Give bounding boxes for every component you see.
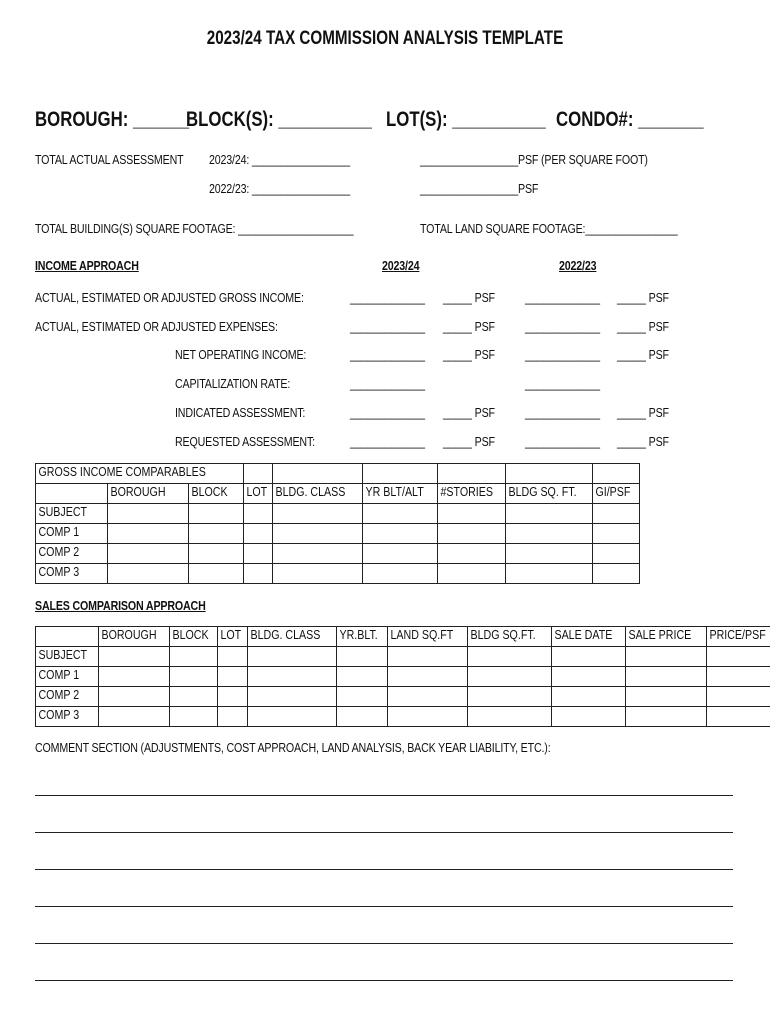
sales-table-header: YR.BLT. — [337, 627, 388, 647]
sales-input-cell[interactable] — [387, 647, 468, 667]
gross-input-cell[interactable] — [592, 564, 639, 584]
gross-input-cell[interactable] — [505, 504, 592, 524]
table-row — [36, 504, 640, 524]
gross-row-label: COMP 3 — [36, 564, 108, 584]
sales-input-cell[interactable] — [218, 707, 247, 727]
sales-input-cell[interactable] — [99, 687, 170, 707]
sales-input-cell[interactable] — [551, 687, 626, 707]
gross-input-cell[interactable] — [273, 564, 362, 584]
sales-input-cell[interactable] — [551, 667, 626, 687]
sales-input-cell[interactable] — [218, 647, 247, 667]
gross-input-cell[interactable] — [273, 524, 362, 544]
sales-input-cell[interactable] — [387, 687, 468, 707]
sales-input-cell[interactable] — [247, 667, 336, 687]
gross-input-cell[interactable] — [108, 504, 189, 524]
sales-input-cell[interactable] — [170, 707, 218, 727]
gross-table-caption-cell — [592, 464, 639, 484]
sales-input-cell[interactable] — [218, 667, 247, 687]
sales-input-cell[interactable] — [706, 687, 770, 707]
income-psf-2022[interactable]: _____ PSF — [617, 434, 669, 449]
gross-table-header: #STORIES — [437, 484, 505, 504]
income-col-2023: 2023/24 — [382, 258, 420, 273]
comment-section-label: COMMENT SECTION (ADJUSTMENTS, COST APPROACH, LAND ANALYSIS, BACK YEAR LIABILITY, ETC.): — [35, 740, 551, 755]
gross-table-header: BOROUGH — [108, 484, 189, 504]
gross-table-header: LOT — [244, 484, 273, 504]
comment-line[interactable] — [35, 869, 733, 870]
sales-input-cell[interactable] — [626, 647, 707, 667]
gross-table-caption-cell — [505, 464, 592, 484]
sales-input-cell[interactable] — [247, 707, 336, 727]
income-value-2022[interactable]: _____________ — [525, 434, 600, 449]
income-row-label: INDICATED ASSESSMENT: — [175, 405, 306, 420]
total-assessment-label: TOTAL ACTUAL ASSESSMENT — [35, 152, 184, 167]
sales-table-header: BLDG. CLASS — [247, 627, 336, 647]
gross-table-caption: GROSS INCOME COMPARABLES — [36, 464, 244, 484]
lots-field[interactable]: LOT(S): __________ — [386, 108, 546, 131]
table-row — [36, 707, 770, 727]
income-value-2023[interactable]: _____________ — [350, 319, 425, 334]
table-row — [36, 667, 770, 687]
blocks-field[interactable]: BLOCK(S): __________ — [186, 108, 372, 131]
assessment-2022-field[interactable]: 2022/23: _________________ — [209, 181, 350, 196]
assessment-2023-field[interactable]: 2023/24: _________________ — [209, 152, 350, 167]
sales-table-header: SALE DATE — [551, 627, 626, 647]
income-value-2023[interactable]: _____________ — [350, 434, 425, 449]
gross-table-caption-cell — [244, 464, 273, 484]
sales-input-cell[interactable] — [337, 667, 388, 687]
sales-input-cell[interactable] — [706, 707, 770, 727]
income-psf-2022[interactable]: _____ PSF — [617, 319, 669, 334]
psf-2022-field[interactable]: _________________PSF — [420, 181, 539, 196]
gross-input-cell[interactable] — [592, 524, 639, 544]
income-psf-2023[interactable]: _____ PSF — [443, 405, 495, 420]
sales-table-header: BLDG SQ.FT. — [468, 627, 551, 647]
sales-row-label: SUBJECT — [36, 647, 99, 667]
income-row-label: ACTUAL, ESTIMATED OR ADJUSTED GROSS INCOME: — [35, 290, 304, 305]
gross-input-cell[interactable] — [505, 564, 592, 584]
income-row-label: ACTUAL, ESTIMATED OR ADJUSTED EXPENSES: — [35, 319, 278, 334]
gross-input-cell[interactable] — [437, 544, 505, 564]
page-title: 2023/24 TAX COMMISSION ANALYSIS TEMPLATE — [206, 28, 564, 49]
gross-input-cell[interactable] — [189, 524, 244, 544]
income-value-2022[interactable]: _____________ — [525, 405, 600, 420]
sales-input-cell[interactable] — [99, 667, 170, 687]
sales-input-cell[interactable] — [218, 687, 247, 707]
gross-input-cell[interactable] — [189, 544, 244, 564]
income-value-2022[interactable]: _____________ — [525, 290, 600, 305]
sales-input-cell[interactable] — [337, 707, 388, 727]
income-value-2022[interactable]: _____________ — [525, 319, 600, 334]
sales-comparison-table — [35, 626, 770, 727]
gross-input-cell[interactable] — [362, 504, 437, 524]
table-row — [36, 564, 640, 584]
income-value-2022[interactable]: _____________ — [525, 376, 600, 391]
income-psf-2022[interactable]: _____ PSF — [617, 405, 669, 420]
gross-input-cell[interactable] — [108, 544, 189, 564]
sales-row-label: COMP 1 — [36, 667, 99, 687]
sales-input-cell[interactable] — [626, 707, 707, 727]
income-value-2023[interactable]: _____________ — [350, 405, 425, 420]
sales-table-header: SALE PRICE — [626, 627, 707, 647]
comment-line[interactable] — [35, 980, 733, 981]
income-psf-2022[interactable]: _____ PSF — [617, 290, 669, 305]
income-approach-heading: INCOME APPROACH — [35, 258, 139, 273]
income-value-2023[interactable]: _____________ — [350, 376, 425, 391]
land-sqft-field[interactable]: TOTAL LAND SQUARE FOOTAGE:________________ — [420, 221, 678, 236]
gross-input-cell[interactable] — [189, 504, 244, 524]
sales-input-cell[interactable] — [468, 647, 551, 667]
borough-field[interactable]: BOROUGH: ______ — [35, 108, 190, 131]
sales-row-label: COMP 3 — [36, 707, 99, 727]
gross-table-caption-cell — [273, 464, 362, 484]
table-row — [36, 524, 640, 544]
gross-row-label: COMP 1 — [36, 524, 108, 544]
gross-table-caption-cell — [437, 464, 505, 484]
gross-table-header: BLDG SQ. FT. — [505, 484, 592, 504]
sales-input-cell[interactable] — [170, 667, 218, 687]
sales-table-header: LAND SQ.FT — [387, 627, 468, 647]
condo-field[interactable]: CONDO#: _______ — [556, 108, 704, 131]
gross-table-header: GI/PSF — [592, 484, 639, 504]
sales-input-cell[interactable] — [247, 687, 336, 707]
gross-input-cell[interactable] — [437, 564, 505, 584]
gross-input-cell[interactable] — [505, 544, 592, 564]
comment-line[interactable] — [35, 832, 733, 833]
income-value-2023[interactable]: _____________ — [350, 347, 425, 362]
income-col-2022: 2022/23 — [559, 258, 597, 273]
sales-input-cell[interactable] — [626, 687, 707, 707]
building-sqft-field[interactable]: TOTAL BUILDING(S) SQUARE FOOTAGE: ____________________ — [35, 221, 354, 236]
gross-input-cell[interactable] — [437, 504, 505, 524]
gross-table-header: YR BLT/ALT — [362, 484, 437, 504]
sales-table-header: BLOCK — [170, 627, 218, 647]
sales-table-header: LOT — [218, 627, 247, 647]
comment-line[interactable] — [35, 795, 733, 796]
gross-table-header: BLDG. CLASS — [273, 484, 362, 504]
sales-input-cell[interactable] — [468, 707, 551, 727]
gross-input-cell[interactable] — [244, 504, 273, 524]
gross-table-caption-cell — [362, 464, 437, 484]
psf-2023-field[interactable]: _________________PSF (PER SQUARE FOOT) — [420, 152, 648, 167]
gross-input-cell[interactable] — [362, 544, 437, 564]
sales-input-cell[interactable] — [551, 707, 626, 727]
sales-input-cell[interactable] — [387, 667, 468, 687]
gross-table-header — [36, 484, 108, 504]
gross-input-cell[interactable] — [592, 504, 639, 524]
gross-input-cell[interactable] — [244, 544, 273, 564]
income-psf-2023[interactable]: _____ PSF — [443, 319, 495, 334]
gross-input-cell[interactable] — [592, 544, 639, 564]
sales-input-cell[interactable] — [387, 707, 468, 727]
sales-input-cell[interactable] — [551, 647, 626, 667]
gross-input-cell[interactable] — [505, 524, 592, 544]
gross-row-label: COMP 2 — [36, 544, 108, 564]
table-row — [36, 647, 770, 667]
sales-input-cell[interactable] — [99, 707, 170, 727]
sales-input-cell[interactable] — [468, 687, 551, 707]
gross-table-header: BLOCK — [189, 484, 244, 504]
sales-input-cell[interactable] — [337, 687, 388, 707]
comment-line[interactable] — [35, 943, 733, 944]
income-psf-2022[interactable]: _____ PSF — [617, 347, 669, 362]
income-row-label: REQUESTED ASSESSMENT: — [175, 434, 315, 449]
sales-table-header: BOROUGH — [99, 627, 170, 647]
income-row-label: NET OPERATING INCOME: — [175, 347, 307, 362]
sales-table-header — [36, 627, 99, 647]
sales-input-cell[interactable] — [99, 647, 170, 667]
income-psf-2023[interactable]: _____ PSF — [443, 434, 495, 449]
comment-line[interactable] — [35, 906, 733, 907]
sales-input-cell[interactable] — [337, 647, 388, 667]
sales-approach-heading: SALES COMPARISON APPROACH — [35, 598, 206, 613]
gross-input-cell[interactable] — [189, 564, 244, 584]
income-psf-2023[interactable]: _____ PSF — [443, 290, 495, 305]
sales-input-cell[interactable] — [626, 667, 707, 687]
income-row-label: CAPITALIZATION RATE: — [175, 376, 291, 391]
sales-row-label: COMP 2 — [36, 687, 99, 707]
income-value-2023[interactable]: _____________ — [350, 290, 425, 305]
gross-input-cell[interactable] — [244, 524, 273, 544]
table-row — [36, 687, 770, 707]
table-row — [36, 544, 640, 564]
gross-input-cell[interactable] — [362, 524, 437, 544]
sales-input-cell[interactable] — [706, 667, 770, 687]
sales-input-cell[interactable] — [706, 647, 770, 667]
gross-input-cell[interactable] — [273, 544, 362, 564]
gross-input-cell[interactable] — [108, 564, 189, 584]
sales-input-cell[interactable] — [170, 647, 218, 667]
sales-table-header: PRICE/PSF — [706, 627, 770, 647]
sales-input-cell[interactable] — [247, 647, 336, 667]
gross-row-label: SUBJECT — [36, 504, 108, 524]
gross-input-cell[interactable] — [362, 564, 437, 584]
income-psf-2023[interactable]: _____ PSF — [443, 347, 495, 362]
income-value-2022[interactable]: _____________ — [525, 347, 600, 362]
gross-input-cell[interactable] — [273, 504, 362, 524]
sales-input-cell[interactable] — [468, 667, 551, 687]
sales-input-cell[interactable] — [170, 687, 218, 707]
gross-input-cell[interactable] — [437, 524, 505, 544]
gross-input-cell[interactable] — [244, 564, 273, 584]
gross-income-comparables-table — [35, 463, 640, 584]
gross-input-cell[interactable] — [108, 524, 189, 544]
